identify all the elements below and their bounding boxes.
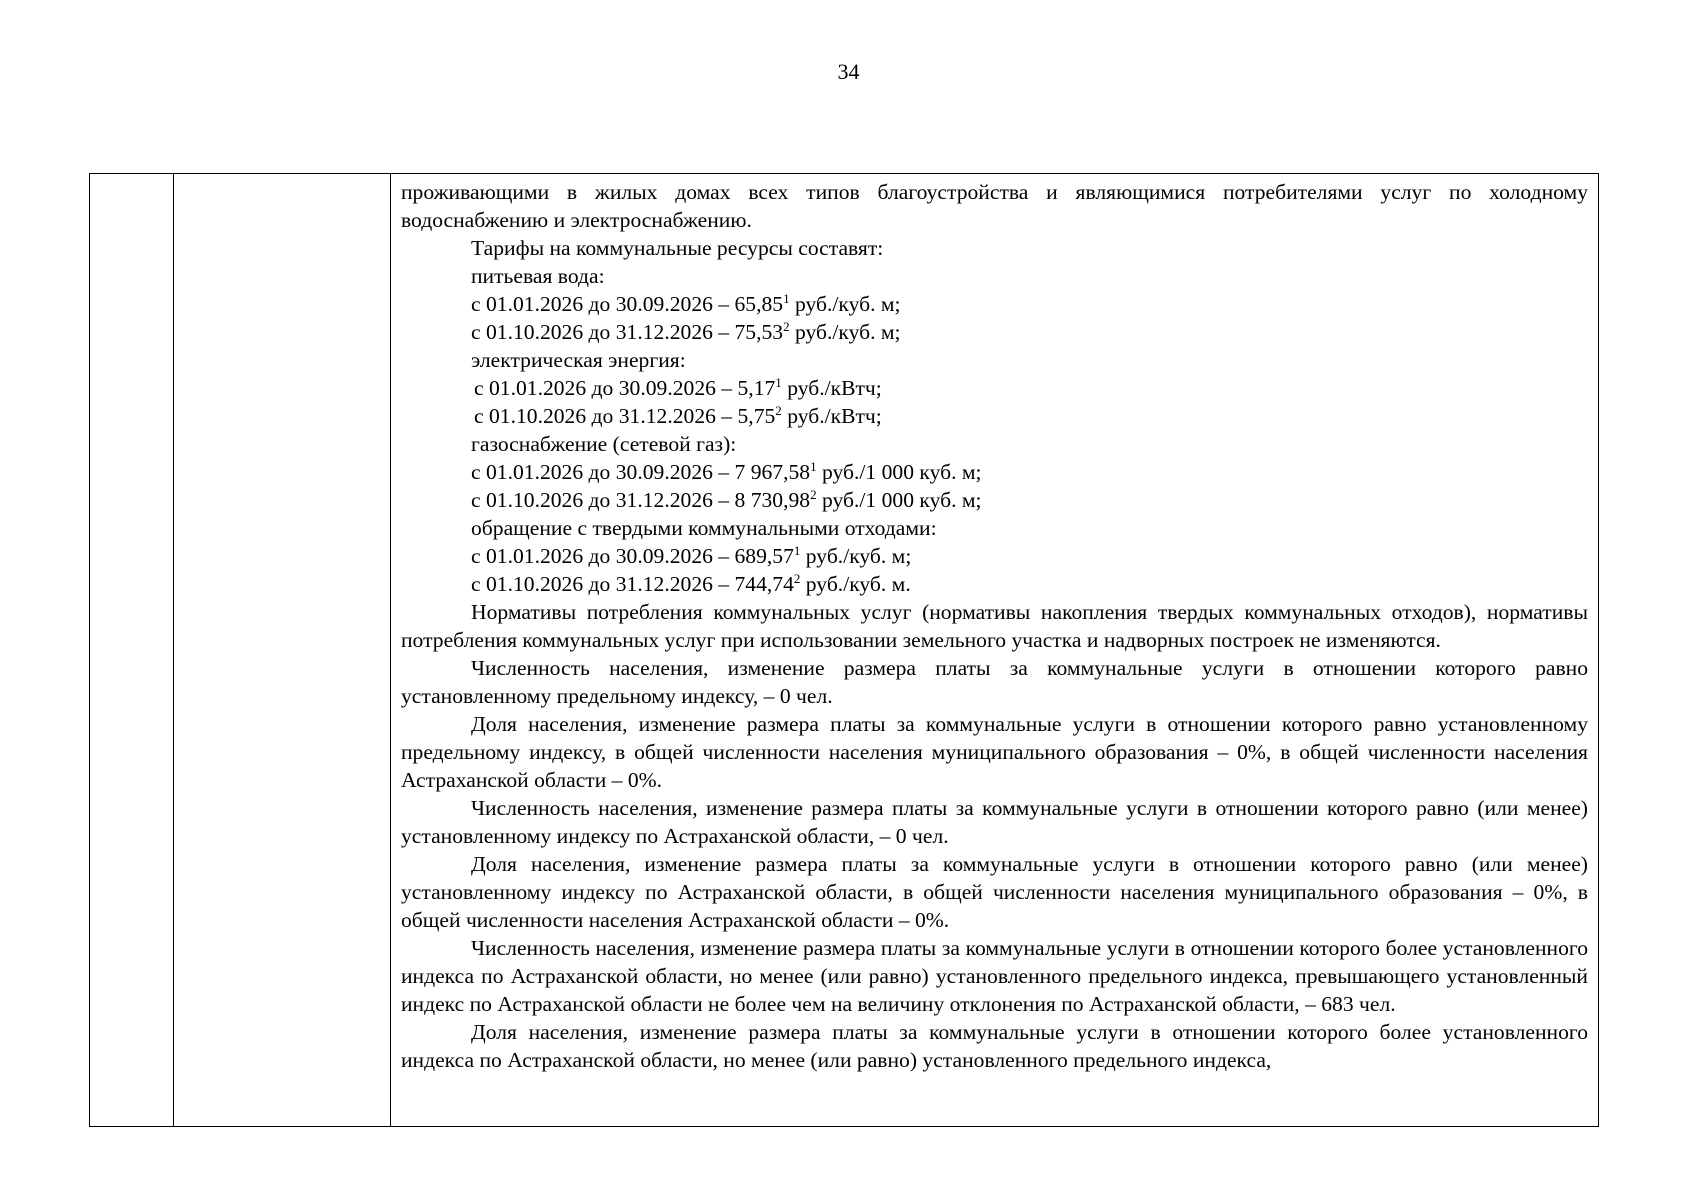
tariff-text: с 01.01.2026 до 30.09.2026 – 689,57 xyxy=(471,544,794,568)
footnote-marker: 1 xyxy=(783,291,790,306)
footnote-marker: 2 xyxy=(810,487,817,502)
footnote-marker: 2 xyxy=(775,403,782,418)
water-tariff-line-2 xyxy=(401,318,1588,346)
population-above-regional-paragraph: Численность населения, изменение размера платы за коммунальные услуги в отношении которого более установленного индекса по Астраханской области, но менее (или равно) установленного предельного индекса, превышающего установленный индекс по Астраханской области не более чем на величину отклонения по Астраханской области, – 683 чел. xyxy=(401,936,1588,1016)
tariff-unit: руб./1 000 куб. м; xyxy=(816,460,982,484)
electricity-tariff-line-2 xyxy=(401,402,1588,430)
footnote-marker: 2 xyxy=(793,571,801,586)
tariff-text: с 01.10.2026 до 31.12.2026 – 75,53 xyxy=(471,320,784,344)
water-tariff-line-1 xyxy=(401,290,1588,318)
share-equal-regional-paragraph: Доля населения, изменение размера платы за коммунальные услуги в отношении которого равно (или менее) установленному индексу по Астраханской области, в общей численности населения муниципального образования – 0%, в общей численности населения Астраханской области – 0%. xyxy=(401,852,1588,932)
tariff-unit: руб./кВтч; xyxy=(781,404,882,428)
tariff-text: с 01.10.2026 до 31.12.2026 – 5,75 xyxy=(474,404,776,428)
waste-tariff-line-2 xyxy=(401,570,1588,598)
footnote-marker: 1 xyxy=(810,459,817,474)
electricity-heading: электрическая энергия: xyxy=(471,348,686,372)
gas-tariff-line-1 xyxy=(401,458,1588,486)
tariff-text: с 01.01.2026 до 30.09.2026 – 7 967,58 xyxy=(471,460,811,484)
footnote-marker: 2 xyxy=(783,319,790,334)
tariff-text: с 01.10.2026 до 31.12.2026 – 8 730,98 xyxy=(471,488,811,512)
table-cell-empty-1 xyxy=(90,174,174,1127)
share-above-regional-paragraph: Доля населения, изменение размера платы за коммунальные услуги в отношении которого более установленного индекса по Астраханской области, но менее (или равно) установленного предельного индекса, xyxy=(401,1020,1588,1072)
content-text xyxy=(391,174,1598,1126)
tariff-text: с 01.01.2026 до 30.09.2026 – 5,17 xyxy=(474,376,776,400)
intro-paragraph: проживающими в жилых домах всех типов благоустройства и являющимися потребителями услуг по холодному водоснабжению и электроснабжению. xyxy=(401,180,1588,232)
water-heading: питьевая вода: xyxy=(471,264,605,288)
table-cell-content xyxy=(391,174,1599,1127)
footnote-marker: 1 xyxy=(775,375,782,390)
waste-heading: обращение с твердыми коммунальными отходами: xyxy=(471,516,937,540)
page-number: 34 xyxy=(837,59,860,84)
table-cell-empty-2 xyxy=(174,174,391,1127)
electricity-tariff-line-1 xyxy=(401,374,1588,402)
tariffs-heading: Тарифы на коммунальные ресурсы составят: xyxy=(471,236,884,260)
tariff-text: с 01.01.2026 до 30.09.2026 – 65,85 xyxy=(471,292,784,316)
population-equal-limit-paragraph: Численность населения, изменение размера платы за коммунальные услуги в отношении которого равно установленному предельному индексу, – 0 чел. xyxy=(401,656,1588,708)
tariff-unit: руб./куб. м; xyxy=(800,544,912,568)
norms-paragraph: Нормативы потребления коммунальных услуг (нормативы накопления твердых коммунальных отходов), нормативы потребления коммунальных услуг при использовании земельного участка и надворных построек не изменяются. xyxy=(401,600,1588,652)
footnote-marker: 1 xyxy=(793,543,801,558)
tariff-unit: руб./1 000 куб. м; xyxy=(816,488,982,512)
table-row xyxy=(90,174,1599,1127)
tariff-text: с 01.10.2026 до 31.12.2026 – 744,74 xyxy=(471,572,794,596)
tariff-unit: руб./куб. м. xyxy=(800,572,911,596)
document-table xyxy=(89,173,1599,1127)
share-equal-limit-paragraph: Доля населения, изменение размера платы за коммунальные услуги в отношении которого равно установленному предельному индексу, в общей численности населения муниципального образования – 0%, в общей численности населения Астраханской области – 0%. xyxy=(401,712,1588,792)
population-equal-regional-paragraph: Численность населения, изменение размера платы за коммунальные услуги в отношении которого равно (или менее) установленному индексу по Астраханской области, – 0 чел. xyxy=(401,796,1588,848)
tariff-unit: руб./куб. м; xyxy=(789,292,901,316)
waste-tariff-line-1 xyxy=(401,542,1588,570)
tariff-unit: руб./куб. м; xyxy=(789,320,901,344)
gas-tariff-line-2 xyxy=(401,486,1588,514)
gas-heading: газоснабжение (сетевой газ): xyxy=(471,432,737,456)
tariff-unit: руб./кВтч; xyxy=(781,376,882,400)
